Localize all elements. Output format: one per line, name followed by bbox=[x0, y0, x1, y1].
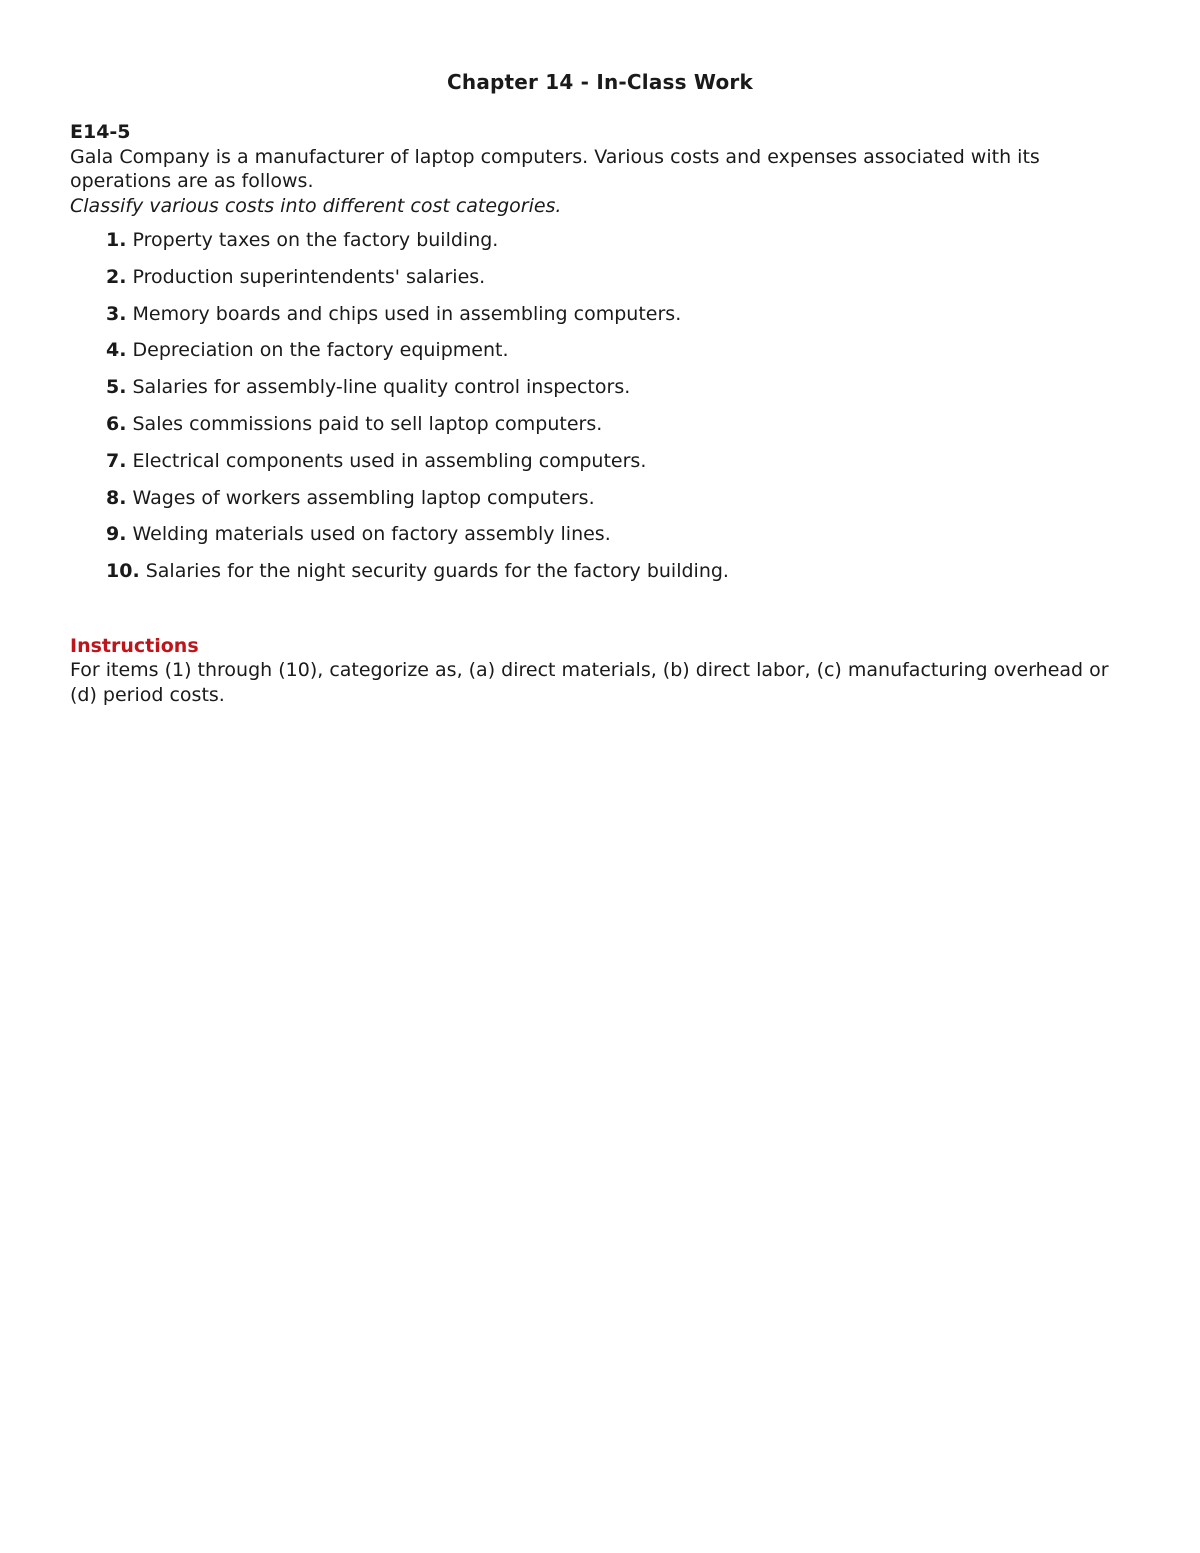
list-item bbox=[106, 522, 1130, 559]
item-number: 2. bbox=[106, 265, 127, 288]
item-text: Salaries for assembly-line quality control inspectors. bbox=[132, 376, 631, 399]
item-number: 8. bbox=[106, 486, 127, 509]
exercise-intro: Gala Company is a manufacturer of laptop computers. Various costs and expenses associated with its operations are as follows. bbox=[70, 145, 1040, 192]
cost-items-list bbox=[70, 228, 1130, 596]
item-text: Electrical components used in assembling computers. bbox=[132, 449, 647, 472]
item-number: 6. bbox=[106, 412, 127, 435]
instructions-heading: Instructions bbox=[70, 634, 199, 657]
exercise-task: Classify various costs into different cost categories. bbox=[70, 194, 562, 217]
item-text: Memory boards and chips used in assembling computers. bbox=[132, 302, 682, 325]
list-item bbox=[106, 412, 1130, 449]
exercise-section bbox=[70, 120, 1130, 707]
item-text: Production superintendents' salaries. bbox=[132, 265, 486, 288]
list-item bbox=[106, 338, 1130, 375]
list-item bbox=[106, 265, 1130, 302]
list-item bbox=[106, 375, 1130, 412]
item-number: 3. bbox=[106, 302, 127, 325]
page-title: Chapter 14 - In-Class Work bbox=[447, 70, 753, 94]
list-item bbox=[106, 228, 1130, 265]
list-item bbox=[106, 486, 1130, 523]
item-text: Depreciation on the factory equipment. bbox=[132, 339, 509, 362]
list-item bbox=[106, 449, 1130, 486]
item-text: Sales commissions paid to sell laptop computers. bbox=[132, 412, 603, 435]
item-number: 5. bbox=[106, 376, 127, 399]
item-text: Salaries for the night security guards for the factory building. bbox=[145, 560, 729, 583]
item-text: Property taxes on the factory building. bbox=[132, 229, 499, 251]
item-number: 7. bbox=[106, 449, 127, 472]
item-number: 9. bbox=[106, 523, 127, 546]
list-item bbox=[106, 559, 1130, 596]
item-number: 10. bbox=[106, 560, 140, 583]
instructions-text: For items (1) through (10), categorize as, (a) direct materials, (b) direct labor, (c) manufacturing overhead or (d) period costs. bbox=[70, 659, 1109, 706]
exercise-id: E14-5 bbox=[70, 121, 131, 143]
item-number: 4. bbox=[106, 339, 127, 362]
item-number: 1. bbox=[106, 229, 127, 251]
item-text: Welding materials used on factory assembly lines. bbox=[132, 523, 611, 546]
list-item bbox=[106, 302, 1130, 339]
item-text: Wages of workers assembling laptop computers. bbox=[132, 486, 595, 509]
